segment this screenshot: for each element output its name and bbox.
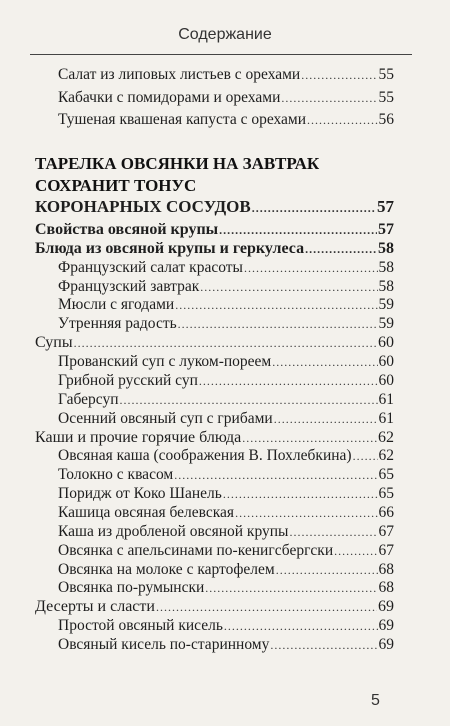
toc-entry <box>58 447 394 465</box>
toc-section-entry <box>35 598 394 616</box>
toc-entry-title: Овсянка на молоке с картофелем <box>58 560 275 578</box>
toc-entry-page: 62 <box>378 447 394 465</box>
toc-entry-title: Овсяный кисель по-старинному <box>58 636 270 653</box>
toc-entry <box>58 636 394 654</box>
chapter-heading-last-line <box>35 197 394 217</box>
toc-entry-title: Кашица овсяная белевская <box>58 503 235 521</box>
toc-entry-page: 58 <box>378 258 394 276</box>
leader-dots <box>174 468 377 483</box>
chapter-line: СОХРАНИТ ТОНУС <box>35 176 197 195</box>
toc-entry-title: Супы <box>35 334 73 352</box>
toc-entry-title: Толокно с квасом <box>58 466 174 484</box>
leader-dots <box>289 525 377 540</box>
leader-dots <box>205 581 377 596</box>
toc-entry-page: 61 <box>378 409 394 427</box>
toc-entry <box>58 66 394 84</box>
toc-entry-page: 56 <box>378 111 394 128</box>
toc-entry <box>58 504 394 522</box>
toc-entry <box>58 353 394 371</box>
leader-dots <box>175 298 377 313</box>
toc-entry <box>58 466 394 484</box>
toc-entry-page: 69 <box>378 617 394 635</box>
toc-entry <box>58 410 394 428</box>
toc-entry-title: Десерты и сласти <box>35 598 155 616</box>
toc-entry <box>58 523 394 541</box>
toc-entry <box>58 111 394 129</box>
toc-entry-page: 59 <box>378 296 394 314</box>
leader-dots <box>301 68 377 83</box>
toc-entry <box>58 579 394 597</box>
leader-dots <box>272 355 377 370</box>
toc-entry-title: Прованский суп с луком-пореем <box>58 353 272 371</box>
toc-entry <box>58 372 394 390</box>
toc-entry <box>58 259 394 277</box>
chapter-page: 57 <box>377 197 394 216</box>
toc-entry <box>58 391 394 409</box>
toc-entry <box>58 296 394 314</box>
toc-entry-title: Блюда из овсяной крупы и геркулеса <box>35 239 305 257</box>
page-number: 5 <box>371 692 380 709</box>
toc-section-entry <box>35 240 394 258</box>
leader-dots <box>252 201 376 216</box>
toc-entry-page: 60 <box>378 334 394 352</box>
toc-section-entry <box>35 221 394 239</box>
leader-dots <box>120 393 378 408</box>
toc-entry-title: Мюсли с ягодами <box>58 296 175 314</box>
toc-entry-title: Утренняя радость <box>58 315 177 333</box>
toc-entry-title: Габерсуп <box>58 390 119 408</box>
toc-entry-page: 59 <box>378 315 394 333</box>
toc-entry-title: Французский завтрак <box>58 277 200 295</box>
leader-dots <box>305 242 377 257</box>
toc-entry-title: Французский салат красоты <box>58 258 243 276</box>
chapter-line: ТАРЕЛКА ОВСЯНКИ НА ЗАВТРАК <box>35 154 320 173</box>
toc-entry-page: 67 <box>378 522 394 540</box>
leader-dots <box>242 431 377 446</box>
leader-dots <box>200 280 377 295</box>
toc-entry-page: 68 <box>378 579 394 597</box>
leader-dots <box>219 223 377 238</box>
toc-entry-page: 55 <box>378 66 394 83</box>
leader-dots <box>276 563 378 578</box>
toc-entry-title: Тушеная квашеная капуста с орехами <box>58 111 307 128</box>
toc-entry-title: Поридж от Коко Шанель <box>58 485 222 503</box>
toc-entry-page: 60 <box>378 353 394 371</box>
toc-entry-title: Свойства овсяной крупы <box>35 221 219 238</box>
toc-entry-page: 67 <box>378 541 394 559</box>
toc-entry-page: 66 <box>378 503 394 521</box>
toc-section-entry <box>35 334 394 352</box>
leader-dots <box>281 91 377 106</box>
leader-dots <box>156 600 377 615</box>
leader-dots <box>334 544 377 559</box>
leader-dots <box>353 449 378 464</box>
toc-entry-title: Простой овсяный кисель <box>58 617 223 635</box>
toc-entry <box>58 485 394 503</box>
toc-entry <box>58 315 394 333</box>
toc-entry-page: 69 <box>378 636 394 653</box>
leader-dots <box>270 638 377 653</box>
toc-entry-page: 60 <box>378 371 394 389</box>
chapter-heading <box>35 153 319 197</box>
leader-dots <box>224 619 378 634</box>
toc-entry-page: 69 <box>378 598 394 616</box>
leader-dots <box>274 412 378 427</box>
toc-entry-page: 61 <box>378 390 394 408</box>
toc-entry-title: Овсяная каша (соображения В. Похлебкина) <box>58 447 352 465</box>
leader-dots <box>244 261 378 276</box>
toc-entry-page: 55 <box>378 89 394 106</box>
toc-entry-page: 62 <box>378 428 394 446</box>
chapter-line: КОРОНАРНЫХ СОСУДОВ <box>35 197 251 216</box>
toc-entry-title: Салат из липовых листьев с орехами <box>58 66 301 83</box>
toc-entry-page: 65 <box>378 485 394 503</box>
toc-entry-title: Овсянка по-румынски <box>58 579 205 597</box>
toc-entry-page: 58 <box>378 277 394 295</box>
toc-section-entry <box>35 429 394 447</box>
toc-entry-title: Овсянка с апельсинами по-кенигсбергски <box>58 541 334 559</box>
toc-entry-title: Кабачки с помидорами и орехами <box>58 89 281 106</box>
leader-dots <box>307 113 377 128</box>
toc-entry <box>58 278 394 296</box>
toc-entry-title: Каши и прочие горячие блюда <box>35 428 242 446</box>
toc-entry-title: Осенний овсяный суп с грибами <box>58 409 273 427</box>
leader-dots <box>223 487 378 502</box>
toc-entry <box>58 617 394 635</box>
toc-entry <box>58 542 394 560</box>
toc-entry-title: Грибной русский суп <box>58 371 198 389</box>
leader-dots <box>235 506 377 521</box>
toc-entry-page: 65 <box>378 466 394 484</box>
toc-entry-page: 58 <box>378 239 394 257</box>
running-header: Содержание <box>178 26 272 43</box>
leader-dots <box>74 336 377 351</box>
toc-entry <box>58 89 394 107</box>
toc-entry-page: 68 <box>378 560 394 578</box>
toc-entry-title: Каша из дробленой овсяной крупы <box>58 522 289 540</box>
toc-entry-page: 57 <box>378 221 394 238</box>
leader-dots <box>199 374 378 389</box>
leader-dots <box>178 317 378 332</box>
toc-entry <box>58 561 394 579</box>
